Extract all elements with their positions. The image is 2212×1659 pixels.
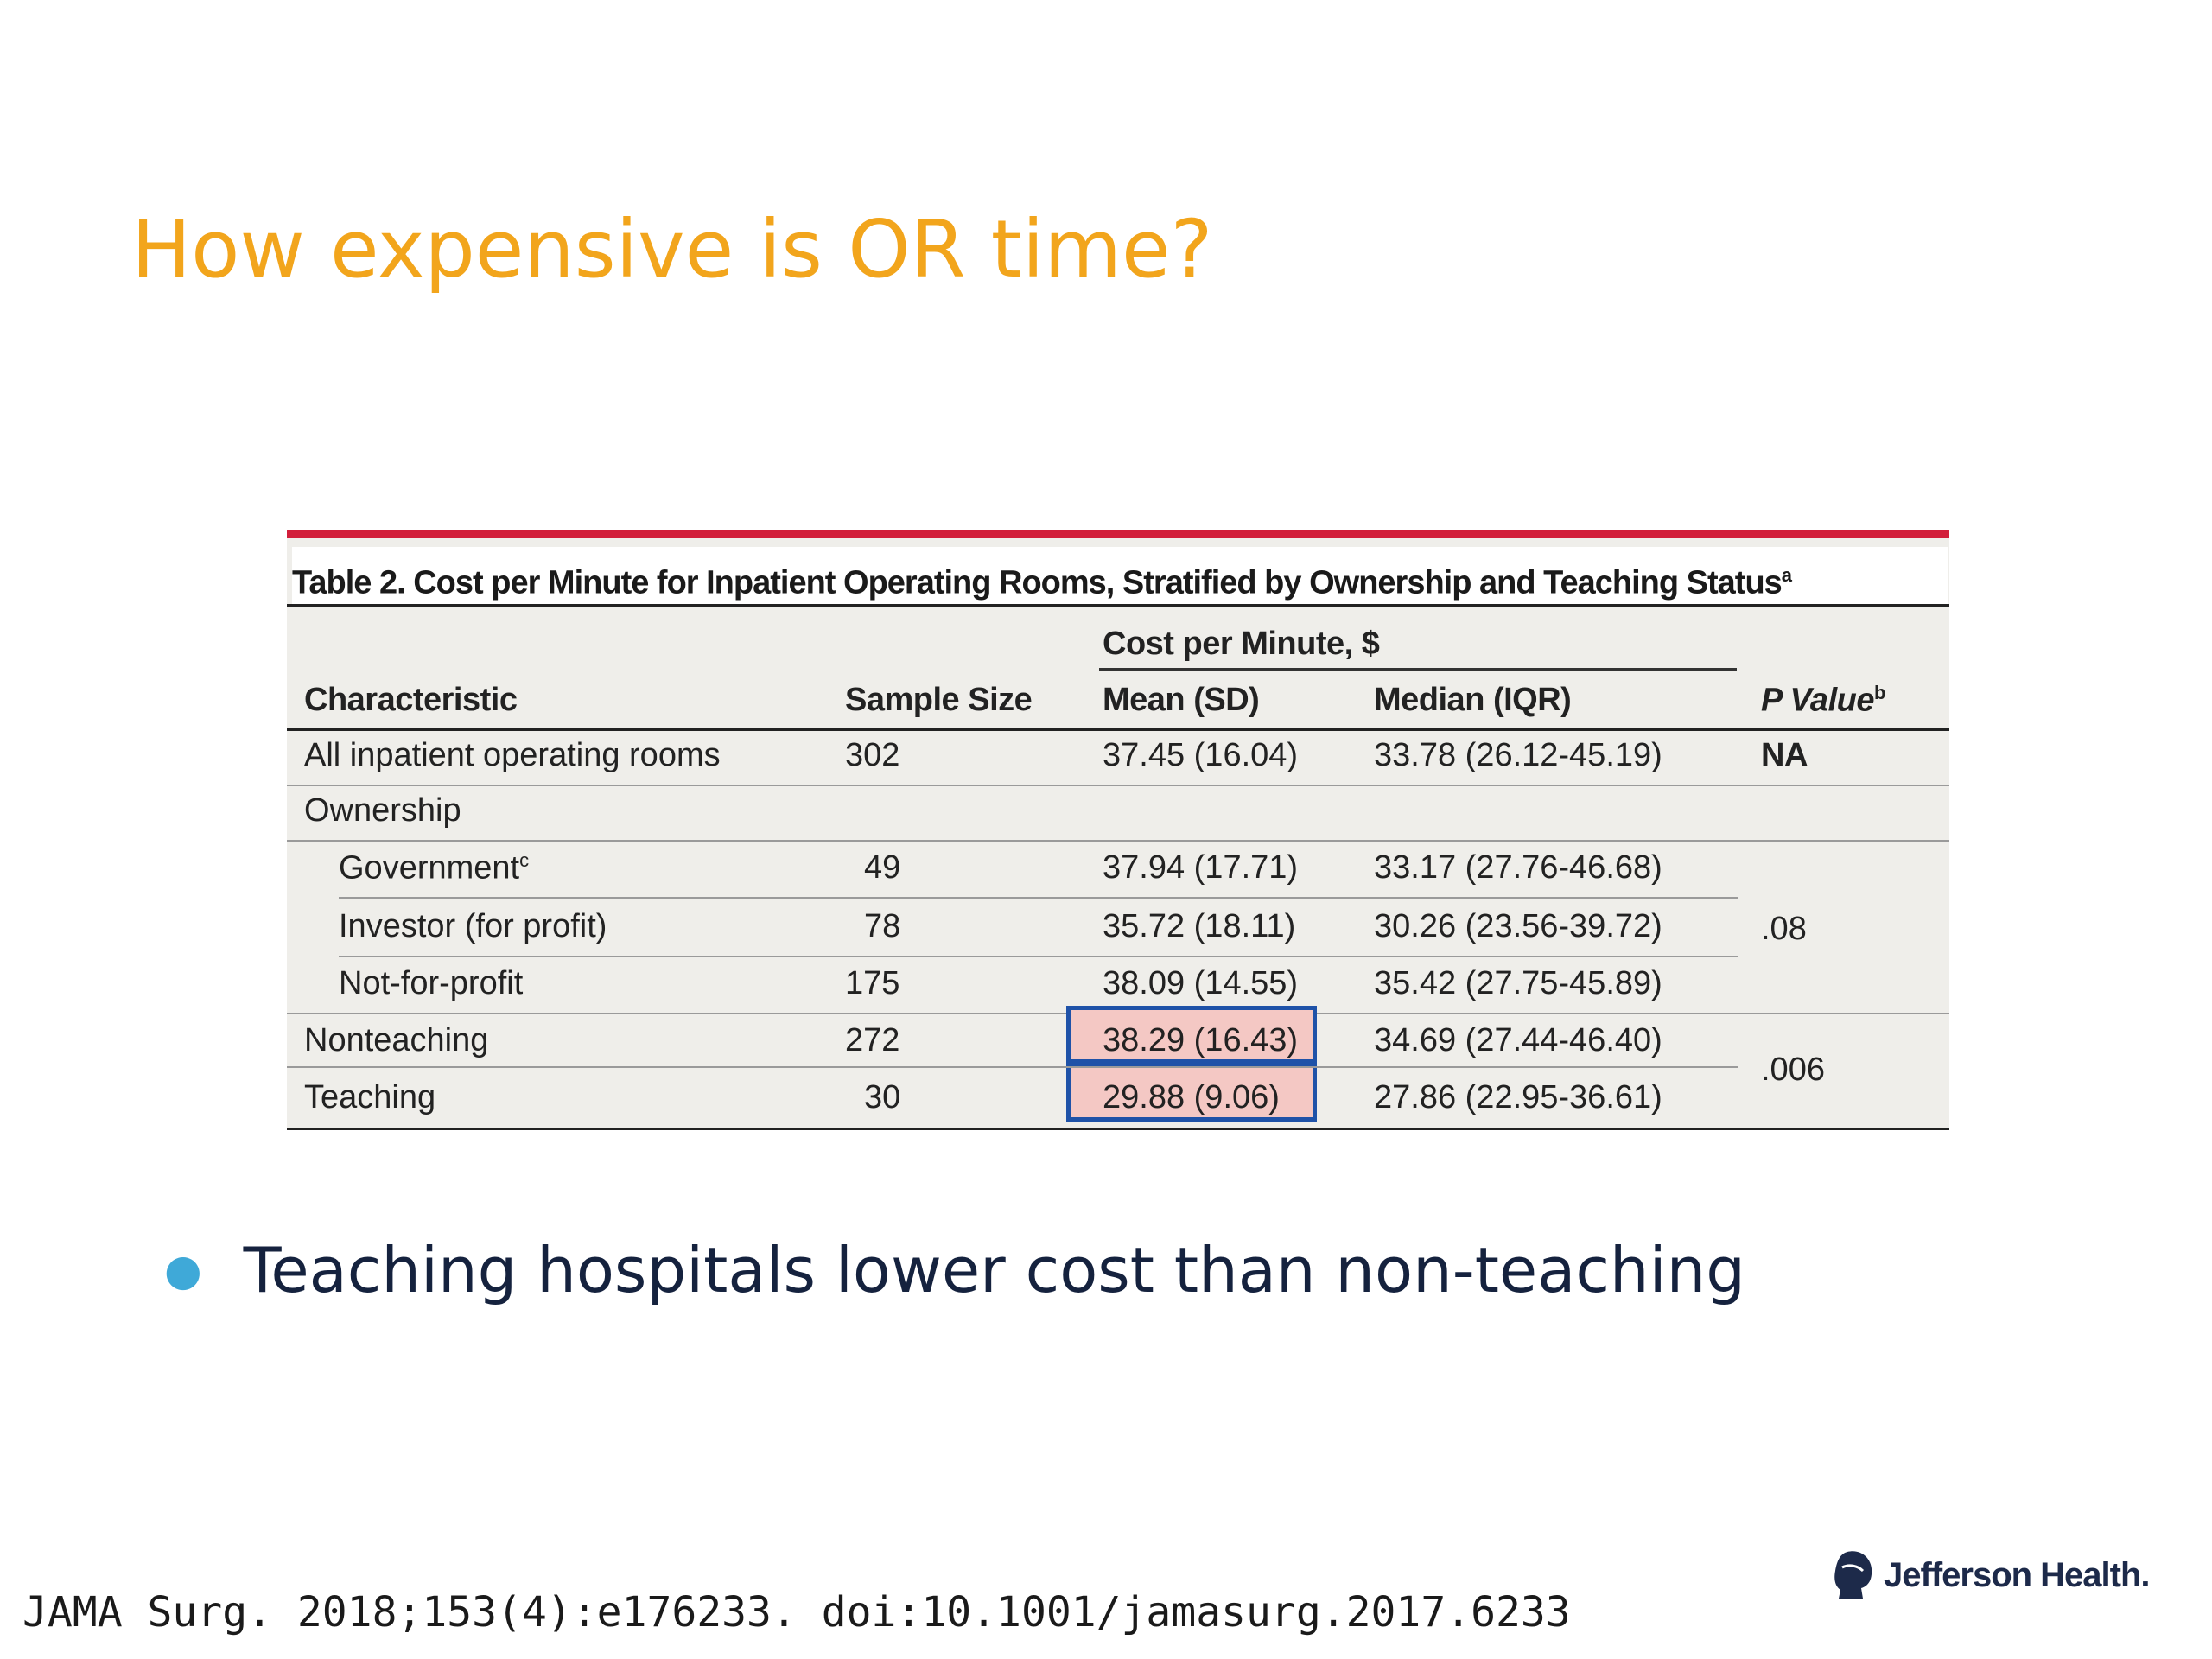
row-rule <box>287 785 1949 786</box>
bullet-item <box>164 1234 1745 1306</box>
header-rule <box>287 728 1949 731</box>
row-government-characteristic <box>339 851 529 885</box>
row-nonteaching-characteristic: Nonteaching <box>304 1022 489 1058</box>
row-nonprofit-median-iqr: 35.42 (27.75-45.89) <box>1374 965 1662 1001</box>
row-nonprofit-sample-size: 175 <box>845 965 900 1001</box>
row-nonteaching-sample-size: 272 <box>845 1022 900 1058</box>
bullet-text: Teaching hospitals lower cost than non-teaching <box>243 1234 1745 1306</box>
row-government-footnote: c <box>519 849 530 871</box>
header-median-iqr: Median (IQR) <box>1374 682 1572 718</box>
row-all-characteristic: All inpatient operating rooms <box>304 737 721 773</box>
row-all-mean-sd: 37.45 (16.04) <box>1103 737 1299 773</box>
table-top-bar <box>287 530 1949 538</box>
row-teaching-median-iqr: 27.86 (22.95-36.61) <box>1374 1079 1662 1116</box>
row-all-p-value: NA <box>1761 737 1808 773</box>
table-rule <box>287 604 1949 607</box>
slide-title: How expensive is OR time? <box>131 203 1213 296</box>
bullet-dot-icon: ● <box>164 1245 202 1295</box>
table-caption-text: Table 2. Cost per Minute for Inpatient Operating Rooms, Stratified by Ownership and Teaching Status <box>292 564 1782 601</box>
row-all-median-iqr: 33.78 (26.12-45.19) <box>1374 737 1662 773</box>
group-header-cost-per-minute: Cost per Minute, $ <box>1103 626 1380 662</box>
table-bottom-rule <box>287 1128 1949 1130</box>
row-investor-characteristic: Investor (for profit) <box>339 908 607 944</box>
row-government-median-iqr: 33.17 (27.76-46.68) <box>1374 849 1662 886</box>
row-ownership-label: Ownership <box>304 792 461 829</box>
row-government-mean-sd: 37.94 (17.71) <box>1103 849 1299 886</box>
header-sample-size: Sample Size <box>845 682 1033 718</box>
row-investor-median-iqr: 30.26 (23.56-39.72) <box>1374 908 1662 944</box>
row-rule <box>287 840 1949 842</box>
row-teaching-mean-sd: 29.88 (9.06) <box>1103 1079 1280 1116</box>
row-nonteaching-mean-sd: 38.29 (16.43) <box>1103 1022 1299 1058</box>
ownership-p-value: .08 <box>1761 911 1807 947</box>
data-table <box>287 530 1949 1130</box>
row-all-sample-size: 302 <box>845 737 900 773</box>
row-nonprofit-mean-sd: 38.09 (14.55) <box>1103 965 1299 1001</box>
row-nonteaching-median-iqr: 34.69 (27.44-46.40) <box>1374 1022 1662 1058</box>
header-p-value-footnote: b <box>1873 682 1885 703</box>
row-investor-sample-size: 78 <box>864 908 901 944</box>
table-caption <box>292 547 1948 604</box>
row-teaching-sample-size: 30 <box>864 1079 901 1116</box>
group-header-rule <box>1099 668 1737 671</box>
jefferson-head-icon <box>1832 1548 1877 1602</box>
header-p-value-text: P Value <box>1761 682 1874 719</box>
citation: JAMA Surg. 2018;153(4):e176233. doi:10.1001/jamasurg.2017.6233 <box>22 1588 1571 1637</box>
row-investor-mean-sd: 35.72 (18.11) <box>1103 908 1296 944</box>
header-characteristic: Characteristic <box>304 682 518 718</box>
logo-text: Jefferson Health. <box>1884 1555 2150 1594</box>
jefferson-health-logo <box>1832 1548 2150 1602</box>
header-mean-sd: Mean (SD) <box>1103 682 1260 718</box>
header-p-value <box>1761 683 1885 717</box>
row-rule <box>339 897 1738 899</box>
table-caption-footnote: a <box>1781 564 1792 586</box>
row-government-label: Government <box>339 849 520 887</box>
row-government-sample-size: 49 <box>864 849 901 886</box>
teaching-p-value: .006 <box>1761 1052 1825 1088</box>
row-rule <box>287 1066 1738 1068</box>
row-teaching-characteristic: Teaching <box>304 1079 436 1116</box>
row-nonprofit-characteristic: Not-for-profit <box>339 965 524 1001</box>
row-rule <box>339 956 1738 957</box>
